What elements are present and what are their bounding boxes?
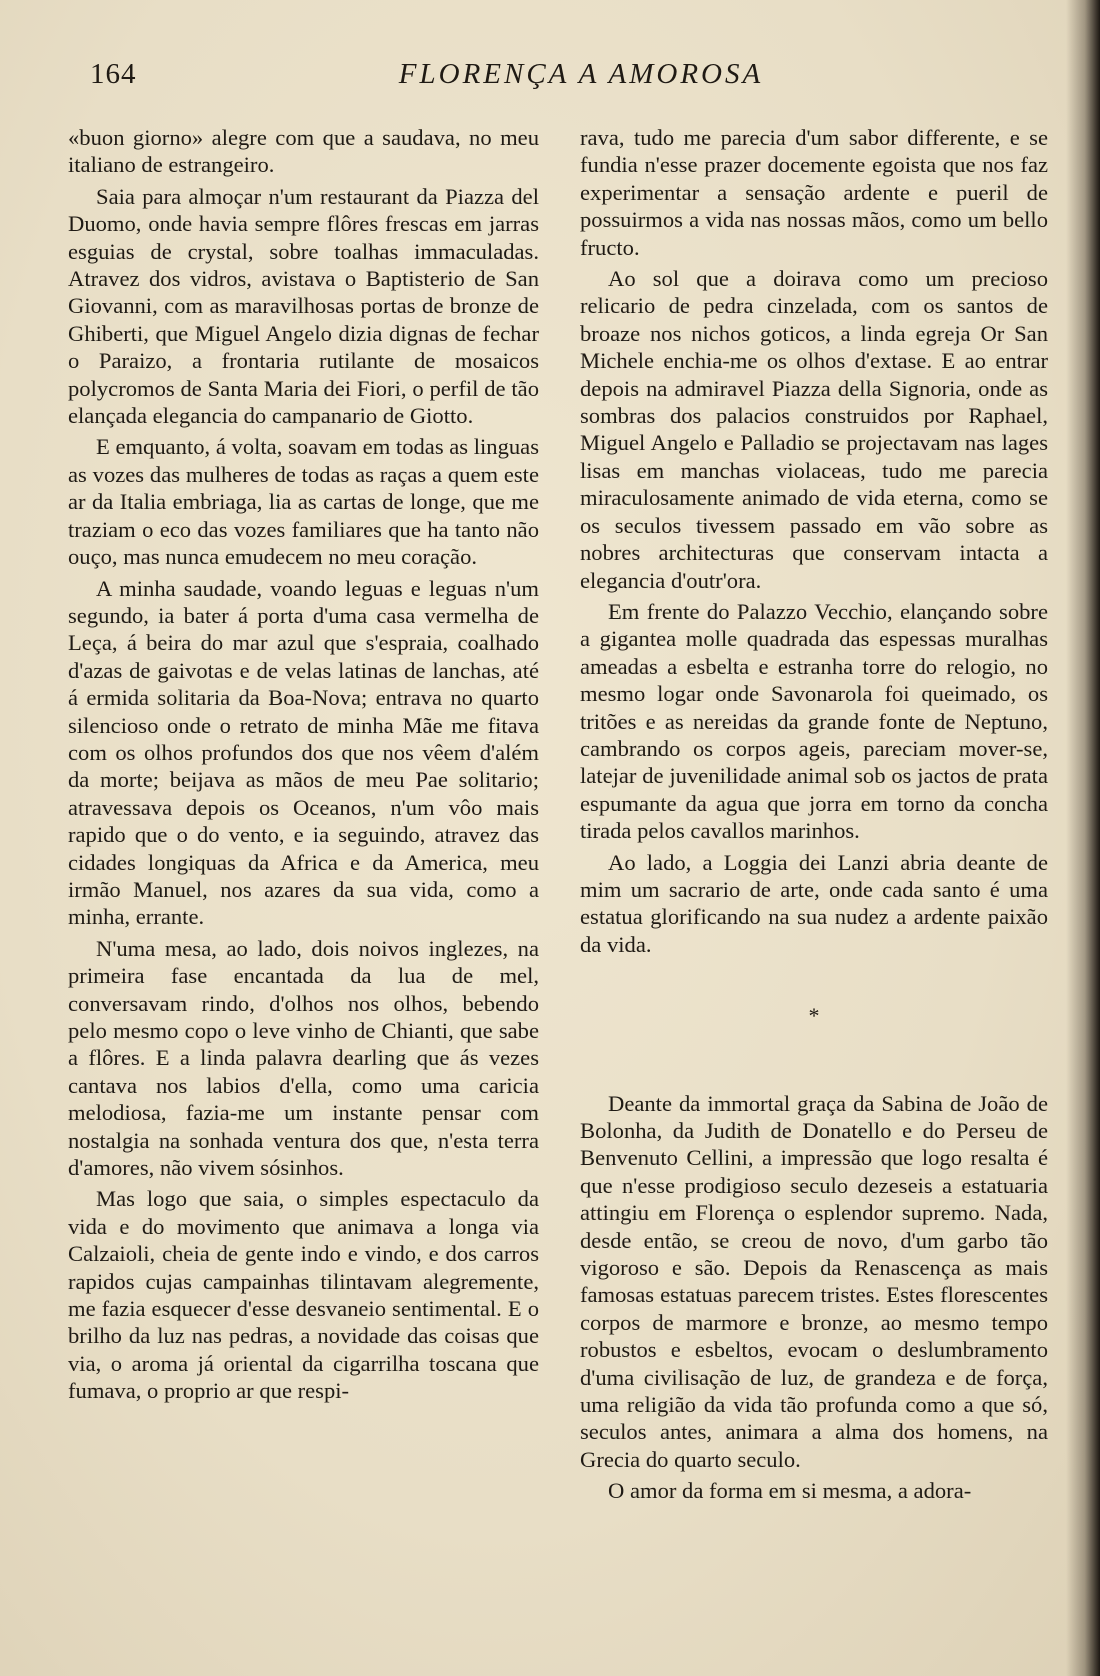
page-number: 164 [90,58,137,90]
paragraph: Ao sol que a doirava como um precioso relicario de pedra cinzelada, com os santos de broaze nos nichos goticos, a linda egreja Or San Michele enchia-me os olhos d'extase. E ao entrar depois na admiravel Piazza della Signoria, onde as sombras dos palacios construidos por Raphael, Miguel Angelo e Palladio se projectavam nas lages lisas em manchas violaceas, tudo me parecia miraculosamente animado de vida eterna, como se os seculos tivessem passado em vão sobre as nobres architecturas que conservam intacta a elegancia d'outr'ora. [580,266,1048,593]
paragraph: rava, tudo me parecia d'um sabor differente, e se fundia n'esse prazer docemente egoista que nos faz experimentar a sensação ardente e pueril de possuirmos a vida nas nossas mãos, como um bello fructo. [580,125,1048,260]
paragraph: «buon giorno» alegre com que a saudava, no meu italiano de estrangeiro. [68,125,539,178]
page-gutter-shadow [1066,0,1100,1676]
paragraph: O amor da forma em si mesma, a adora- [608,1478,972,1504]
paragraph: Deante da immortal graça da Sabina de João de Bolonha, da Judith de Donatello e do Perseu de Benvenuto Cellini, a impressão que logo resalta é que n'esse prodigioso seculo dezeseis a estatuaria attingiu em Florença o esplendor supremo. Nada, desde então, se creou de novo, d'um garbo tão vigoroso e são. Depois da Renascença as mais famosas estatuas parecem tristes. Estes florescentes corpos de marmore e bronze, ao mesmo tempo robustos e esbeltos, evocam o deslumbramento d'uma civilisação de luz, de grandeza e de força, uma religião da vida tão profunda como a que só, seculos antes, animara a alma dos homens, na Grecia do quarto seculo. [580,1090,1048,1472]
left-column [68,124,539,1409]
paragraph: Em frente do Palazzo Vecchio, elançando sobre a gigantea molle quadrada das espessas muralhas ameadas a esbelta e estranha torre do relogio, no mesmo logar onde Savonarola foi queimado, os tritões e as nereidas da grande fonte de Neptuno, cambrando os corpos ageis, pareciam mover-se, latejar de juvenilidade animal sob os jactos de prata espumante da agua que jorra em torno da concha tirada pelos cavallos marinhos. [580,598,1048,844]
paragraph: A minha saudade, voando leguas e leguas n'um segundo, ia bater á porta d'uma casa vermelha de Leça, á beira do mar azul que s'espraia, coalhado d'azas de gaivotas e de velas latinas de lanchas, até á ermida solitaria da Boa-Nova; entrava no quarto silencioso onde o retrato de minha Mãe me fitava com os olhos profundos dos que nos vêem d'além da morte; beijava as mãos de meu Pae solitario; atravessava depois os Oceanos, n'um vôo mais rapido que o do vento, e ia seguindo, atravez das cidades longiquas da Africa e da America, meu irmão Manuel, nos azares da sua vida, como a minha, errante. [68,575,539,930]
paragraph: E emquanto, á volta, soavam em todas as linguas as vozes das mulheres de todas as raças a quem este ar da Italia embriaga, lia as cartas de longe, que me traziam o eco das vozes familiares que ha tanto não ouço, mas nunca emudecem no meu coração. [68,434,539,570]
paragraph: N'uma mesa, ao lado, dois noivos inglezes, na primeira fase encantada da lua de mel, conversavam rindo, d'olhos nos olhos, bebendo pelo mesmo copo o leve vinho de Chianti, que sabe a flôres. E a linda palavra dearling que ás vezes cantava nos labios d'ella, como uma caricia melodiosa, fazia-me um instante pensar com nostalgia na sonhada ventura dos que, n'esta terra d'amores, não vivem sósinhos. [68,935,539,1181]
paragraph: Mas logo que saia, o simples espectaculo da vida e do movimento que animava a longa via Calzaioli, cheia de gente indo e vindo, e dos carros rapidos cujas campainhas tilintavam alegremente, me fazia esquecer d'esse desvaneio sentimental. E o brilho da luz nas pedras, a novidade das coisas que via, o aroma já oriental da cigarrilha toscana que fumava, o proprio ar que respi- [68,1186,539,1404]
page-header [66,58,1066,98]
paragraph: Saia para almoçar n'um restaurant da Piazza del Duomo, onde havia sempre flôres frescas em jarras esguias de crystal, sobre toalhas immaculadas. Atravez dos vidros, avistava o Baptisterio de San Giovanni, com as maravilhosas portas de bronze de Ghiberti, que Miguel Angelo dizia dignas de fechar o Paraizo, a frontaria rutilante de mosaicos polycromos de Santa Maria dei Fiori, o perfil de tão elançada elegancia do campanario de Giotto. [68,183,539,429]
right-column [580,124,1048,1509]
paragraph: Ao lado, a Loggia dei Lanzi abria deante de mim um sacrario de arte, onde cada santo é uma estatua glorificando na sua nudez a ardente paixão da vida. [580,849,1048,957]
section-separator: * [808,1003,820,1029]
running-title: FLORENÇA A AMOROSA [398,58,764,90]
